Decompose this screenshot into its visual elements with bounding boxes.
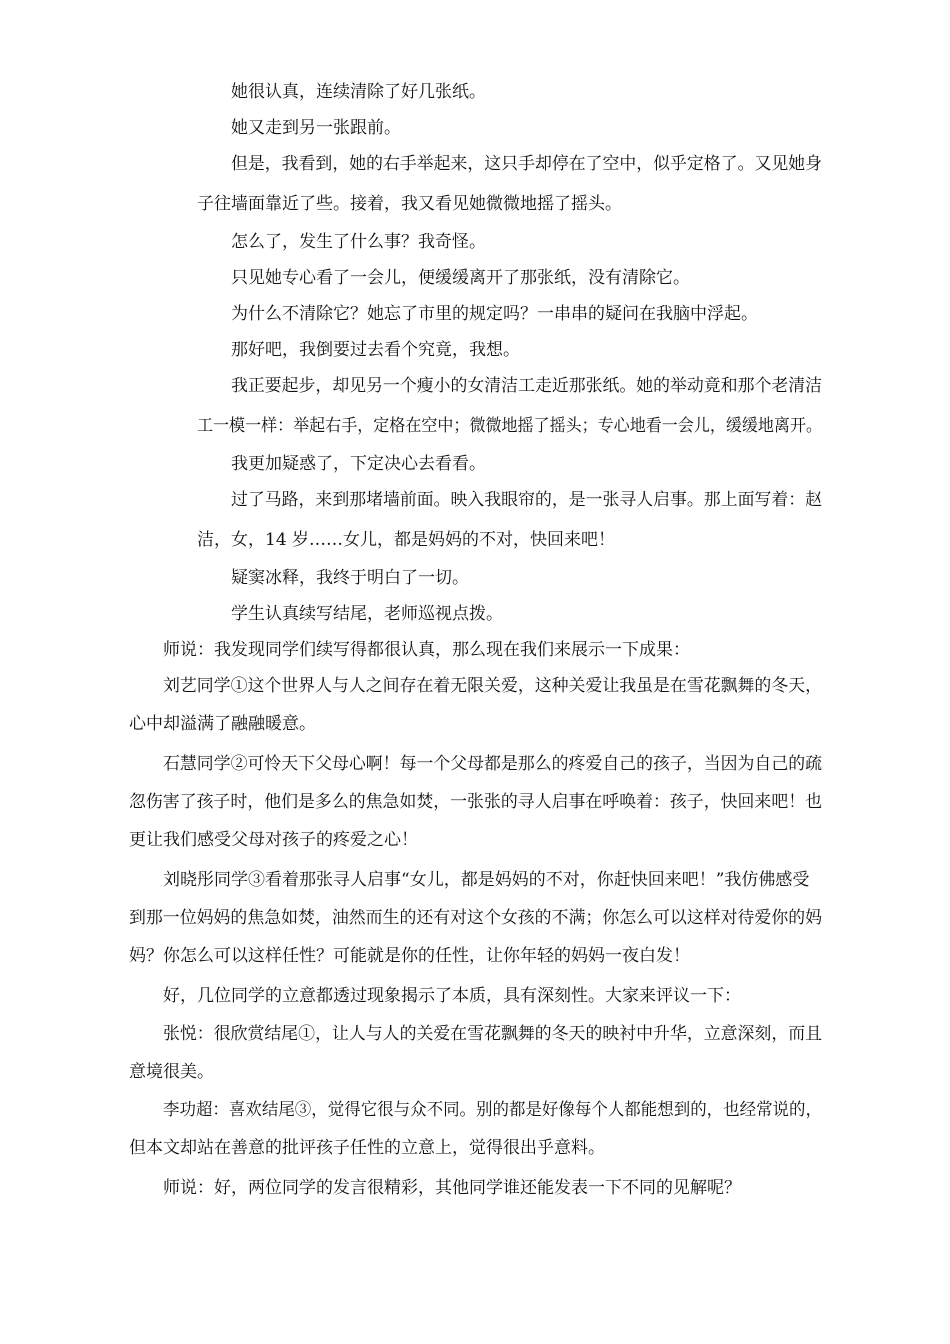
student-answer-continued: 更让我们感受父母对孩子的疼爱之心！ (129, 830, 418, 850)
student-comment-continued: 意境很美。 (129, 1062, 214, 1082)
student-answer: 刘艺同学①这个世界人与人之间存在着无限关爱，这种关爱让我虽是在雪花飘舞的冬天， (163, 676, 823, 696)
teacher-remark: 师说：好，两位同学的发言很精彩，其他同学谁还能发表一下不同的见解呢？ (163, 1178, 741, 1198)
story-paragraph-continued: 洁，女，14 岁……女儿，都是妈妈的不对，快回来吧！ (197, 530, 616, 550)
story-paragraph: 她很认真，连续清除了好几张纸。 (231, 82, 486, 102)
story-paragraph: 我更加疑惑了，下定决心去看看。 (231, 454, 486, 474)
story-paragraph: 那好吧，我倒要过去看个究竟，我想。 (231, 340, 520, 360)
story-paragraph: 学生认真续写结尾，老师巡视点拨。 (231, 604, 503, 624)
story-paragraph: 只见她专心看了一会儿，便缓缓离开了那张纸，没有清除它。 (231, 268, 690, 288)
story-paragraph: 疑窦冰释，我终于明白了一切。 (231, 568, 469, 588)
story-paragraph: 过了马路，来到那堵墙前面。映入我眼帘的，是一张寻人启事。那上面写着：赵 (231, 490, 823, 510)
story-paragraph-continued: 工一模一样：举起右手，定格在空中；微微地摇了摇头；专心地看一会儿，缓缓地离开。 (197, 416, 823, 436)
story-paragraph-continued: 子往墙面靠近了些。接着，我又看见她微微地摇了摇头。 (197, 194, 622, 214)
story-paragraph: 但是，我看到，她的右手举起来，这只手却停在了空中，似乎定格了。又见她身 (231, 154, 823, 174)
teacher-remark: 师说：我发现同学们续写得都很认真，那么现在我们来展示一下成果： (163, 640, 690, 660)
student-answer-continued: 妈？你怎么可以这样任性？可能就是你的任性，让你年轻的妈妈一夜白发！ (129, 946, 690, 966)
student-answer-continued: 到那一位妈妈的焦急如焚，油然而生的还有对这个女孩的不满；你怎么可以这样对待爱你的妈 (129, 908, 823, 928)
teacher-remark: 好，几位同学的立意都透过现象揭示了本质，具有深刻性。大家来评议一下： (163, 986, 741, 1006)
student-comment: 李功超：喜欢结尾③，觉得它很与众不同。别的都是好像每个人都能想到的，也经常说的， (163, 1100, 822, 1120)
student-comment: 张悦：很欣赏结尾①，让人与人的关爱在雪花飘舞的冬天的映衬中升华，立意深刻，而且 (163, 1024, 823, 1044)
student-answer-continued: 心中却溢满了融融暖意。 (129, 714, 316, 734)
story-paragraph: 她又走到另一张跟前。 (231, 118, 401, 138)
student-answer: 石慧同学②可怜天下父母心啊！每一个父母都是那么的疼爱自己的孩子，当因为自己的疏 (163, 754, 823, 774)
story-paragraph: 怎么了，发生了什么事？我奇怪。 (231, 232, 486, 252)
story-paragraph: 为什么不清除它？她忘了市里的规定吗？一串串的疑问在我脑中浮起。 (231, 304, 758, 324)
student-answer-continued: 忽伤害了孩子时，他们是多么的焦急如焚，一张张的寻人启事在呼唤着：孩子，快回来吧！也 (129, 792, 823, 812)
student-answer: 刘晓彤同学③看着那张寻人启事“女儿，都是妈妈的不对，你赶快回来吧！”我仿佛感受 (163, 870, 810, 890)
story-paragraph: 我正要起步，却见另一个瘦小的女清洁工走近那张纸。她的举动竟和那个老清洁 (231, 376, 823, 396)
student-comment-continued: 但本文却站在善意的批评孩子任性的立意上，觉得很出乎意料。 (129, 1138, 605, 1158)
